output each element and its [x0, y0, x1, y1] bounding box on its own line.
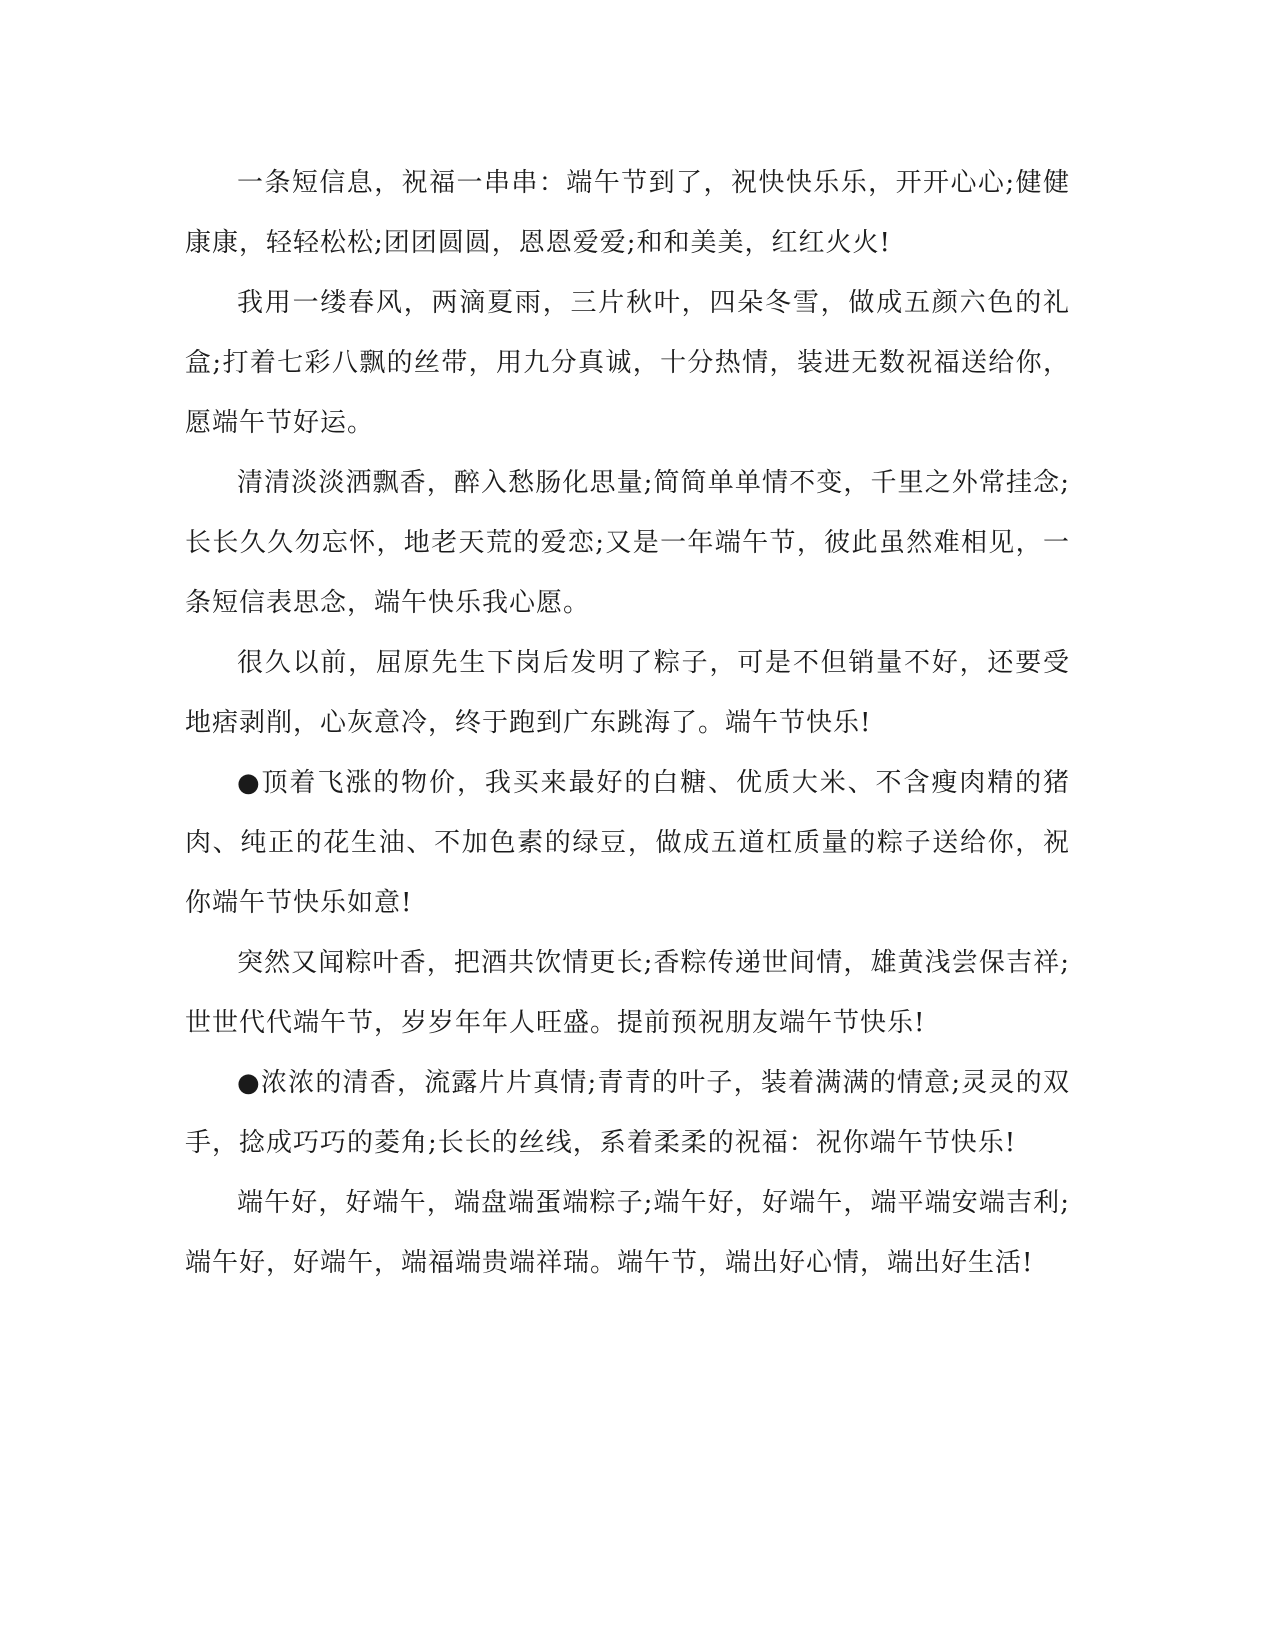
paragraph-8: 端午好，好端午，端盘端蛋端粽子;端午好，好端午，端平端安端吉利;端午好，好端午，端福端贵端祥瑞。端午节，端出好心情，端出好生活! — [185, 1188, 1070, 1278]
paragraph-2: 我用一缕春风，两滴夏雨，三片秋叶，四朵冬雪，做成五颜六色的礼盒;打着七彩八飘的丝带，用九分真诚，十分热情，装进无数祝福送给你，愿端午节好运。 — [185, 288, 1070, 438]
paragraph-7: ●浓浓的清香，流露片片真情;青青的叶子，装着满满的情意;灵灵的双手，捻成巧巧的菱角;长长的丝线，系着柔柔的祝福：祝你端午节快乐! — [185, 1068, 1070, 1158]
paragraph-1: 一条短信息，祝福一串串：端午节到了，祝快快乐乐，开开心心;健健康康，轻轻松松;团团圆圆，恩恩爱爱;和和美美，红红火火! — [185, 168, 1070, 258]
document-body — [185, 153, 1070, 1293]
paragraph-4: 很久以前，屈原先生下岗后发明了粽子，可是不但销量不好，还要受地痞剥削，心灰意冷，终于跑到广东跳海了。端午节快乐! — [185, 648, 1070, 738]
paragraph-3: 清清淡淡洒飘香，醉入愁肠化思量;简简单单情不变，千里之外常挂念;长长久久勿忘怀，地老天荒的爱恋;又是一年端午节，彼此虽然难相见，一条短信表思念，端午快乐我心愿。 — [185, 468, 1070, 618]
paragraph-6: 突然又闻粽叶香，把酒共饮情更长;香粽传递世间情，雄黄浅尝保吉祥;世世代代端午节，岁岁年年人旺盛。提前预祝朋友端午节快乐! — [185, 948, 1070, 1038]
paragraph-5: ●顶着飞涨的物价，我买来最好的白糖、优质大米、不含瘦肉精的猪肉、纯正的花生油、不加色素的绿豆，做成五道杠质量的粽子送给你，祝你端午节快乐如意! — [185, 768, 1070, 918]
